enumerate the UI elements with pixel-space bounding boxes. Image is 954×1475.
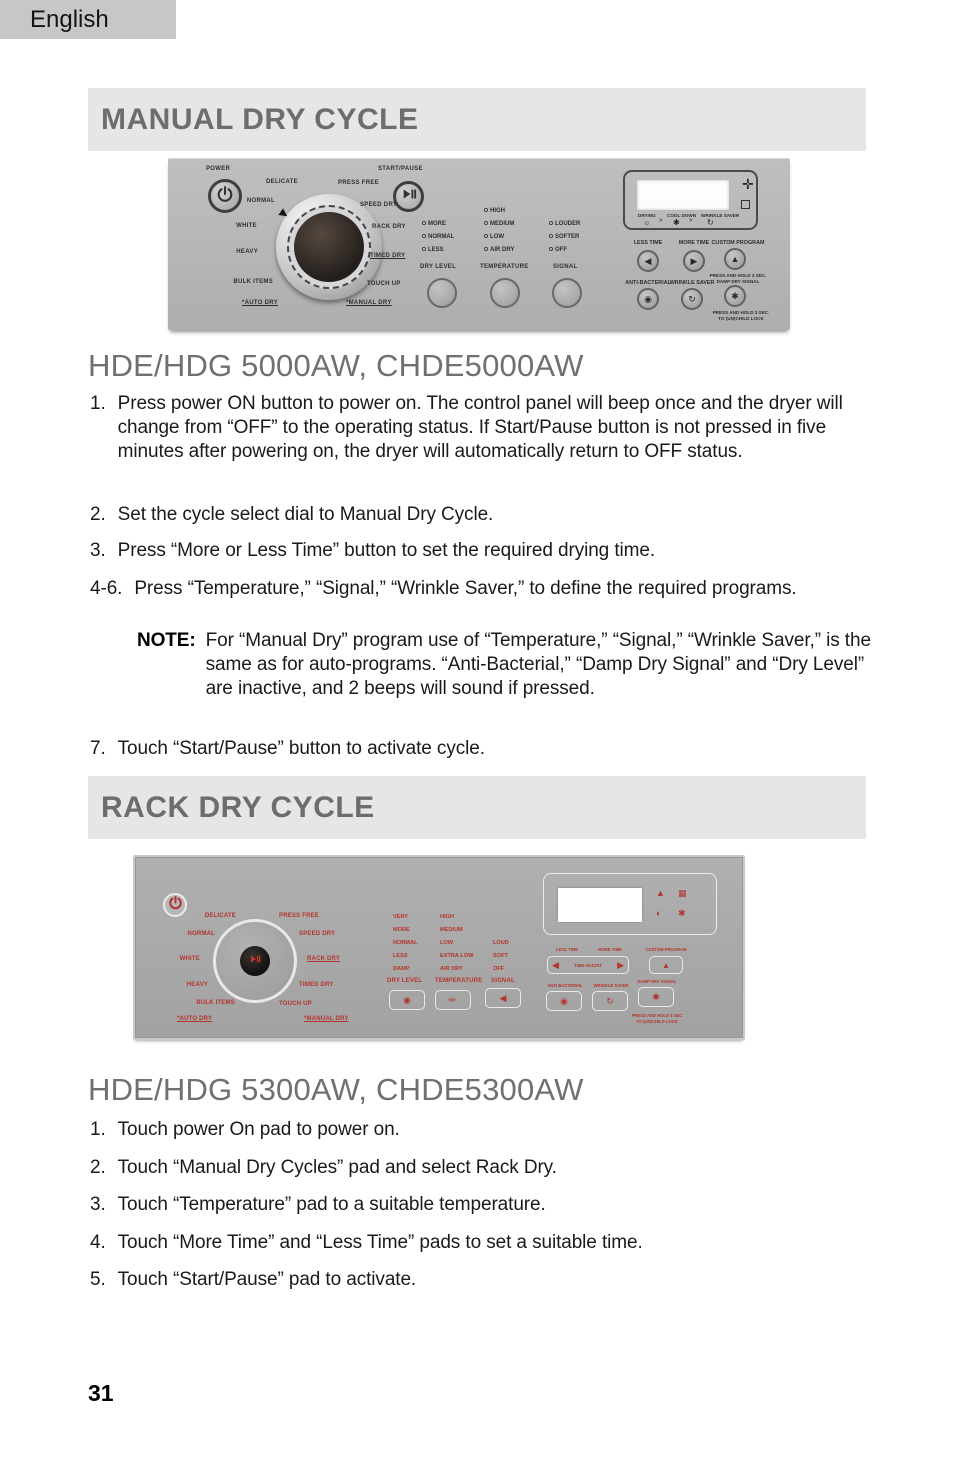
step-text: Press “More or Less Time” button to set the required drying time. <box>117 540 655 561</box>
temperature-option: HIGH <box>484 208 505 214</box>
temperature-pad <box>435 990 471 1010</box>
more-time-label: MORE TIME <box>598 947 622 952</box>
led-icon <box>484 234 488 238</box>
dial-label-heavy: HEAVY <box>236 249 258 255</box>
led-icon <box>484 208 488 212</box>
step-number: 3. <box>90 1194 106 1215</box>
step-3 <box>90 539 872 563</box>
status-icon: ◐ <box>656 908 662 918</box>
step-number: 4-6. <box>90 578 123 599</box>
dry-level-label: DRY LEVEL <box>387 978 423 984</box>
dry-level-option: MORE <box>422 221 446 227</box>
dial-label-press-free: PRESS FREE <box>338 180 380 186</box>
step-number: 4. <box>90 1232 106 1253</box>
step-text: Set the cycle select dial to Manual Dry Cycle. <box>117 504 494 525</box>
led-icon <box>549 221 553 225</box>
step-number: 1. <box>90 1119 106 1140</box>
anti-bacterial-pad <box>546 991 582 1011</box>
temperature-option: HIGH <box>440 914 454 920</box>
custom-program-pad <box>649 956 683 974</box>
signal-button <box>552 278 582 308</box>
start-pause-button <box>393 181 424 212</box>
dial-label-normal: NORMAL <box>187 931 215 937</box>
signal-option: OFF <box>493 966 505 972</box>
note-label: NOTE: <box>137 630 196 651</box>
damp-dry-signal-label: DAMP DRY SIGNAL <box>637 979 677 984</box>
temperature-option: LOW <box>484 234 504 240</box>
step-number: 1. <box>90 393 106 414</box>
signal-label: SIGNAL <box>491 978 515 984</box>
time-adjust-pad <box>547 956 629 974</box>
temperature-label: TEMPERATURE <box>480 264 529 270</box>
rack-step-1 <box>90 1118 872 1142</box>
wrinkle-saver-icon: ↻ <box>688 293 696 304</box>
signal-option: LOUD <box>493 940 509 946</box>
temperature-icon: ✎ <box>446 993 459 1006</box>
step-2 <box>90 503 872 527</box>
dial-label-bulk-items: BULK ITEMS <box>196 1000 235 1006</box>
power-button <box>163 893 187 917</box>
dry-level-option: VERY <box>393 914 409 920</box>
note-text: For “Manual Dry” program use of “Temperature,” “Signal,” “Wrinkle Saver,” is the same as for auto-programs. “Anti-Bacterial,” “Damp Dry Signal” and “Dry Level” are inactive, and 2 beeps will sound if pressed. <box>205 630 871 699</box>
section-title: MANUAL DRY CYCLE <box>101 102 419 136</box>
temperature-label: TEMPERATURE <box>435 978 483 984</box>
more-time-label: MORE TIME <box>678 240 710 246</box>
temperature-option: MEDIUM <box>484 221 514 227</box>
rack-step-5 <box>90 1268 872 1292</box>
custom-program-icon: ▲ <box>662 960 670 970</box>
dry-level-label: DRY LEVEL <box>420 264 457 270</box>
display-assembly <box>543 873 717 935</box>
led-icon <box>549 247 553 251</box>
dry-level-option: LESS <box>393 953 408 959</box>
led-icon <box>484 247 488 251</box>
rack-step-4 <box>90 1231 872 1255</box>
anti-bacterial-icon: ◉ <box>644 293 652 304</box>
damp-dry-icon: ✱ <box>652 991 660 1002</box>
dry-level-icon: ◉ <box>403 994 411 1005</box>
custom-program-label: CUSTOM PROGRAM <box>711 240 765 246</box>
dial-label-auto-dry: *AUTO DRY <box>241 300 278 306</box>
step-number: 5. <box>90 1269 106 1290</box>
wrinkle-saver-pad <box>592 991 628 1011</box>
cool-down-icon: ✱ <box>673 218 680 227</box>
section-title: RACK DRY CYCLE <box>101 790 375 824</box>
custom-program-label: CUSTOM PROGRAM <box>645 947 687 952</box>
section-header-manual-dry <box>88 88 866 151</box>
display-assembly <box>623 170 758 230</box>
plus-icon: ✛ <box>742 176 754 192</box>
language-label: English <box>30 5 109 33</box>
signal-option: OFF <box>549 247 567 253</box>
speaker-icon: ◀ <box>499 992 507 1003</box>
step-number: 3. <box>90 540 106 561</box>
dial-label-manual-dry: *MANUAL DRY <box>346 300 392 306</box>
right-arrow-icon: ▶ <box>617 959 624 970</box>
dial-label-touch-up: TOUCH UP <box>367 281 401 287</box>
dial-label-speed-dry: SPEED DRY <box>299 931 336 937</box>
dry-level-option: LESS <box>422 247 444 253</box>
custom-program-icon: ▲ <box>730 254 740 264</box>
dial-label-manual-dry: *MANUAL DRY <box>304 1016 349 1022</box>
temperature-button <box>490 278 520 308</box>
dial-label-delicate: DELICATE <box>266 179 298 185</box>
child-lock-note: PRESS AND HOLD 3 SEC. TO (UN)CHILD LOCK <box>712 310 770 321</box>
step-text: Touch “Start/Pause” button to activate cycle. <box>117 738 485 759</box>
status-drying: DRYING <box>638 213 656 218</box>
signal-option: LOUDER <box>549 221 580 227</box>
wrinkle-saver-icon: ↻ <box>606 995 614 1006</box>
less-time-label: LESS TIME <box>555 947 579 952</box>
arrow-separator-icon: > <box>659 218 663 224</box>
play-pause-icon <box>401 186 417 207</box>
status-icon: ▲ <box>656 888 665 898</box>
step-text: Touch “More Time” and “Less Time” pads to set a suitable time. <box>117 1232 643 1253</box>
damp-dry-signal-pad <box>638 987 674 1007</box>
dial-knob <box>294 212 364 282</box>
page-number: 31 <box>88 1380 114 1406</box>
step-number: 2. <box>90 1157 106 1178</box>
section-header-rack-dry <box>88 776 866 839</box>
dry-level-option: NORMAL <box>422 234 454 240</box>
wrinkle-saver-icon: ↻ <box>707 218 714 227</box>
led-icon <box>549 234 553 238</box>
step-1 <box>90 392 872 464</box>
dial-label-white: WHITE <box>179 956 200 962</box>
indicator-square-icon <box>741 200 750 209</box>
wrinkle-saver-button <box>681 288 703 310</box>
dial-label-normal: NORMAL <box>246 198 275 204</box>
temperature-option: AIR DRY <box>484 247 514 253</box>
dial-label-white: WHITE <box>236 223 257 229</box>
power-icon <box>168 895 183 915</box>
rack-step-3 <box>90 1193 872 1217</box>
dial-label-rack-dry: RACK DRY <box>372 224 406 230</box>
signal-option: SOFTER <box>549 234 579 240</box>
dial-label-touch-up: TOUCH UP <box>279 1001 312 1007</box>
temperature-option: AIR DRY <box>440 966 463 972</box>
play-pause-icon <box>249 952 261 970</box>
temperature-option: EXTRA LOW <box>440 953 474 959</box>
anti-bacterial-icon: ◉ <box>560 995 568 1006</box>
dry-level-option: MORE <box>393 927 410 933</box>
led-icon <box>484 221 488 225</box>
anti-bacterial-label: ANTI-BACTERIAL <box>547 983 583 988</box>
control-panel-hde5000-image <box>168 158 790 330</box>
control-panel-hde5300-image <box>133 855 745 1040</box>
anti-bacterial-label: ANTI-BACTERIAL <box>625 280 671 286</box>
step-4-6 <box>90 577 872 601</box>
temperature-option: MEDIUM <box>440 927 463 933</box>
left-arrow-icon: ◀ <box>552 959 559 970</box>
status-icon: ▦ <box>678 888 687 898</box>
child-lock-note: PRESS AND HOLD 3 SEC TO (UN)CHILD LOCK <box>631 1013 683 1024</box>
child-lock-icon: ✱ <box>731 290 739 301</box>
led-icon <box>422 221 426 225</box>
led-icon <box>422 234 426 238</box>
dial-label-heavy: HEAVY <box>186 982 208 988</box>
custom-program-button <box>724 248 746 270</box>
step-text: Touch “Start/Pause” pad to activate. <box>117 1269 417 1290</box>
left-arrow-icon: ◀ <box>644 255 652 266</box>
model-heading-5000: HDE/HDG 5000AW, CHDE5000AW <box>88 348 584 383</box>
dial-label-press-free: PRESS FREE <box>279 913 320 919</box>
more-time-button <box>683 250 705 272</box>
power-icon <box>216 185 234 208</box>
step-number: 7. <box>90 738 106 759</box>
step-number: 2. <box>90 504 106 525</box>
step-7 <box>90 737 872 761</box>
child-lock-button <box>724 285 746 307</box>
wrinkle-saver-label: WRINKLE SAVER <box>669 280 715 286</box>
dial-label-speed-dry: SPEED DRY <box>360 202 398 208</box>
wrinkle-saver-label: WRINKLE SAVER <box>593 983 629 988</box>
language-tab <box>0 0 176 39</box>
rack-step-2 <box>90 1156 872 1180</box>
power-label: POWER <box>206 166 231 172</box>
step-text: Touch “Temperature” pad to a suitable temperature. <box>117 1194 546 1215</box>
less-time-label: LESS TIME <box>633 240 663 246</box>
status-cool-down: COOL DOWN <box>667 213 697 218</box>
arrow-separator-icon: > <box>689 218 693 224</box>
step-text: Touch power On pad to power on. <box>117 1119 400 1140</box>
status-wrinkle-saver: WRINKLE SAVER <box>701 213 740 218</box>
power-button <box>208 179 242 213</box>
less-time-button <box>637 250 659 272</box>
dial-label-timed-dry: TIMED DRY <box>299 982 334 988</box>
dry-level-option: DAMP <box>393 966 410 972</box>
temperature-option: LOW <box>440 940 454 946</box>
dial-label-timed-dry: TIMED DRY <box>370 253 406 259</box>
dry-level-pad <box>389 990 425 1010</box>
dial-label-bulk-items: BULK ITEMS <box>233 279 273 285</box>
right-arrow-icon: ▶ <box>690 255 698 266</box>
damp-dry-signal-note: PRESS AND HOLD 3 SEC. DAMP DRY SIGNAL <box>709 273 767 284</box>
dry-level-button <box>427 278 457 308</box>
dry-level-option: NORMAL <box>393 940 418 946</box>
led-icon <box>422 247 426 251</box>
start-pause-label: START/PAUSE <box>378 166 423 172</box>
display-screen <box>637 180 729 210</box>
signal-option: SOFT <box>493 953 508 959</box>
dial-label-rack-dry: RACK DRY <box>307 956 341 962</box>
signal-label: SIGNAL <box>553 264 578 270</box>
dial-label-delicate: DELICATE <box>204 913 236 919</box>
status-icon: ✱ <box>678 908 686 918</box>
step-text: Touch “Manual Dry Cycles” pad and select Rack Dry. <box>117 1157 557 1178</box>
start-pause-pad <box>240 946 270 976</box>
step-text: Press “Temperature,” “Signal,” “Wrinkle Saver,” to define the required programs. <box>134 578 797 599</box>
drying-icon: ☼ <box>643 218 651 227</box>
signal-pad <box>485 988 521 1008</box>
dial-label-auto-dry: *AUTO DRY <box>177 1016 213 1022</box>
note-block <box>90 627 872 701</box>
step-text: Press power ON button to power on. The control panel will beep once and the dryer will change from “OFF” to the operating status. If Start/Pause button is not pressed in five minutes after powering on, the dryer will automatically return to OFF status. <box>117 393 843 462</box>
anti-bacterial-button <box>637 288 659 310</box>
model-heading-5300: HDE/HDG 5300AW, CHDE5300AW <box>88 1072 584 1107</box>
display-screen <box>558 888 642 922</box>
time-adjust-label: TIME ADJUST <box>574 962 602 968</box>
